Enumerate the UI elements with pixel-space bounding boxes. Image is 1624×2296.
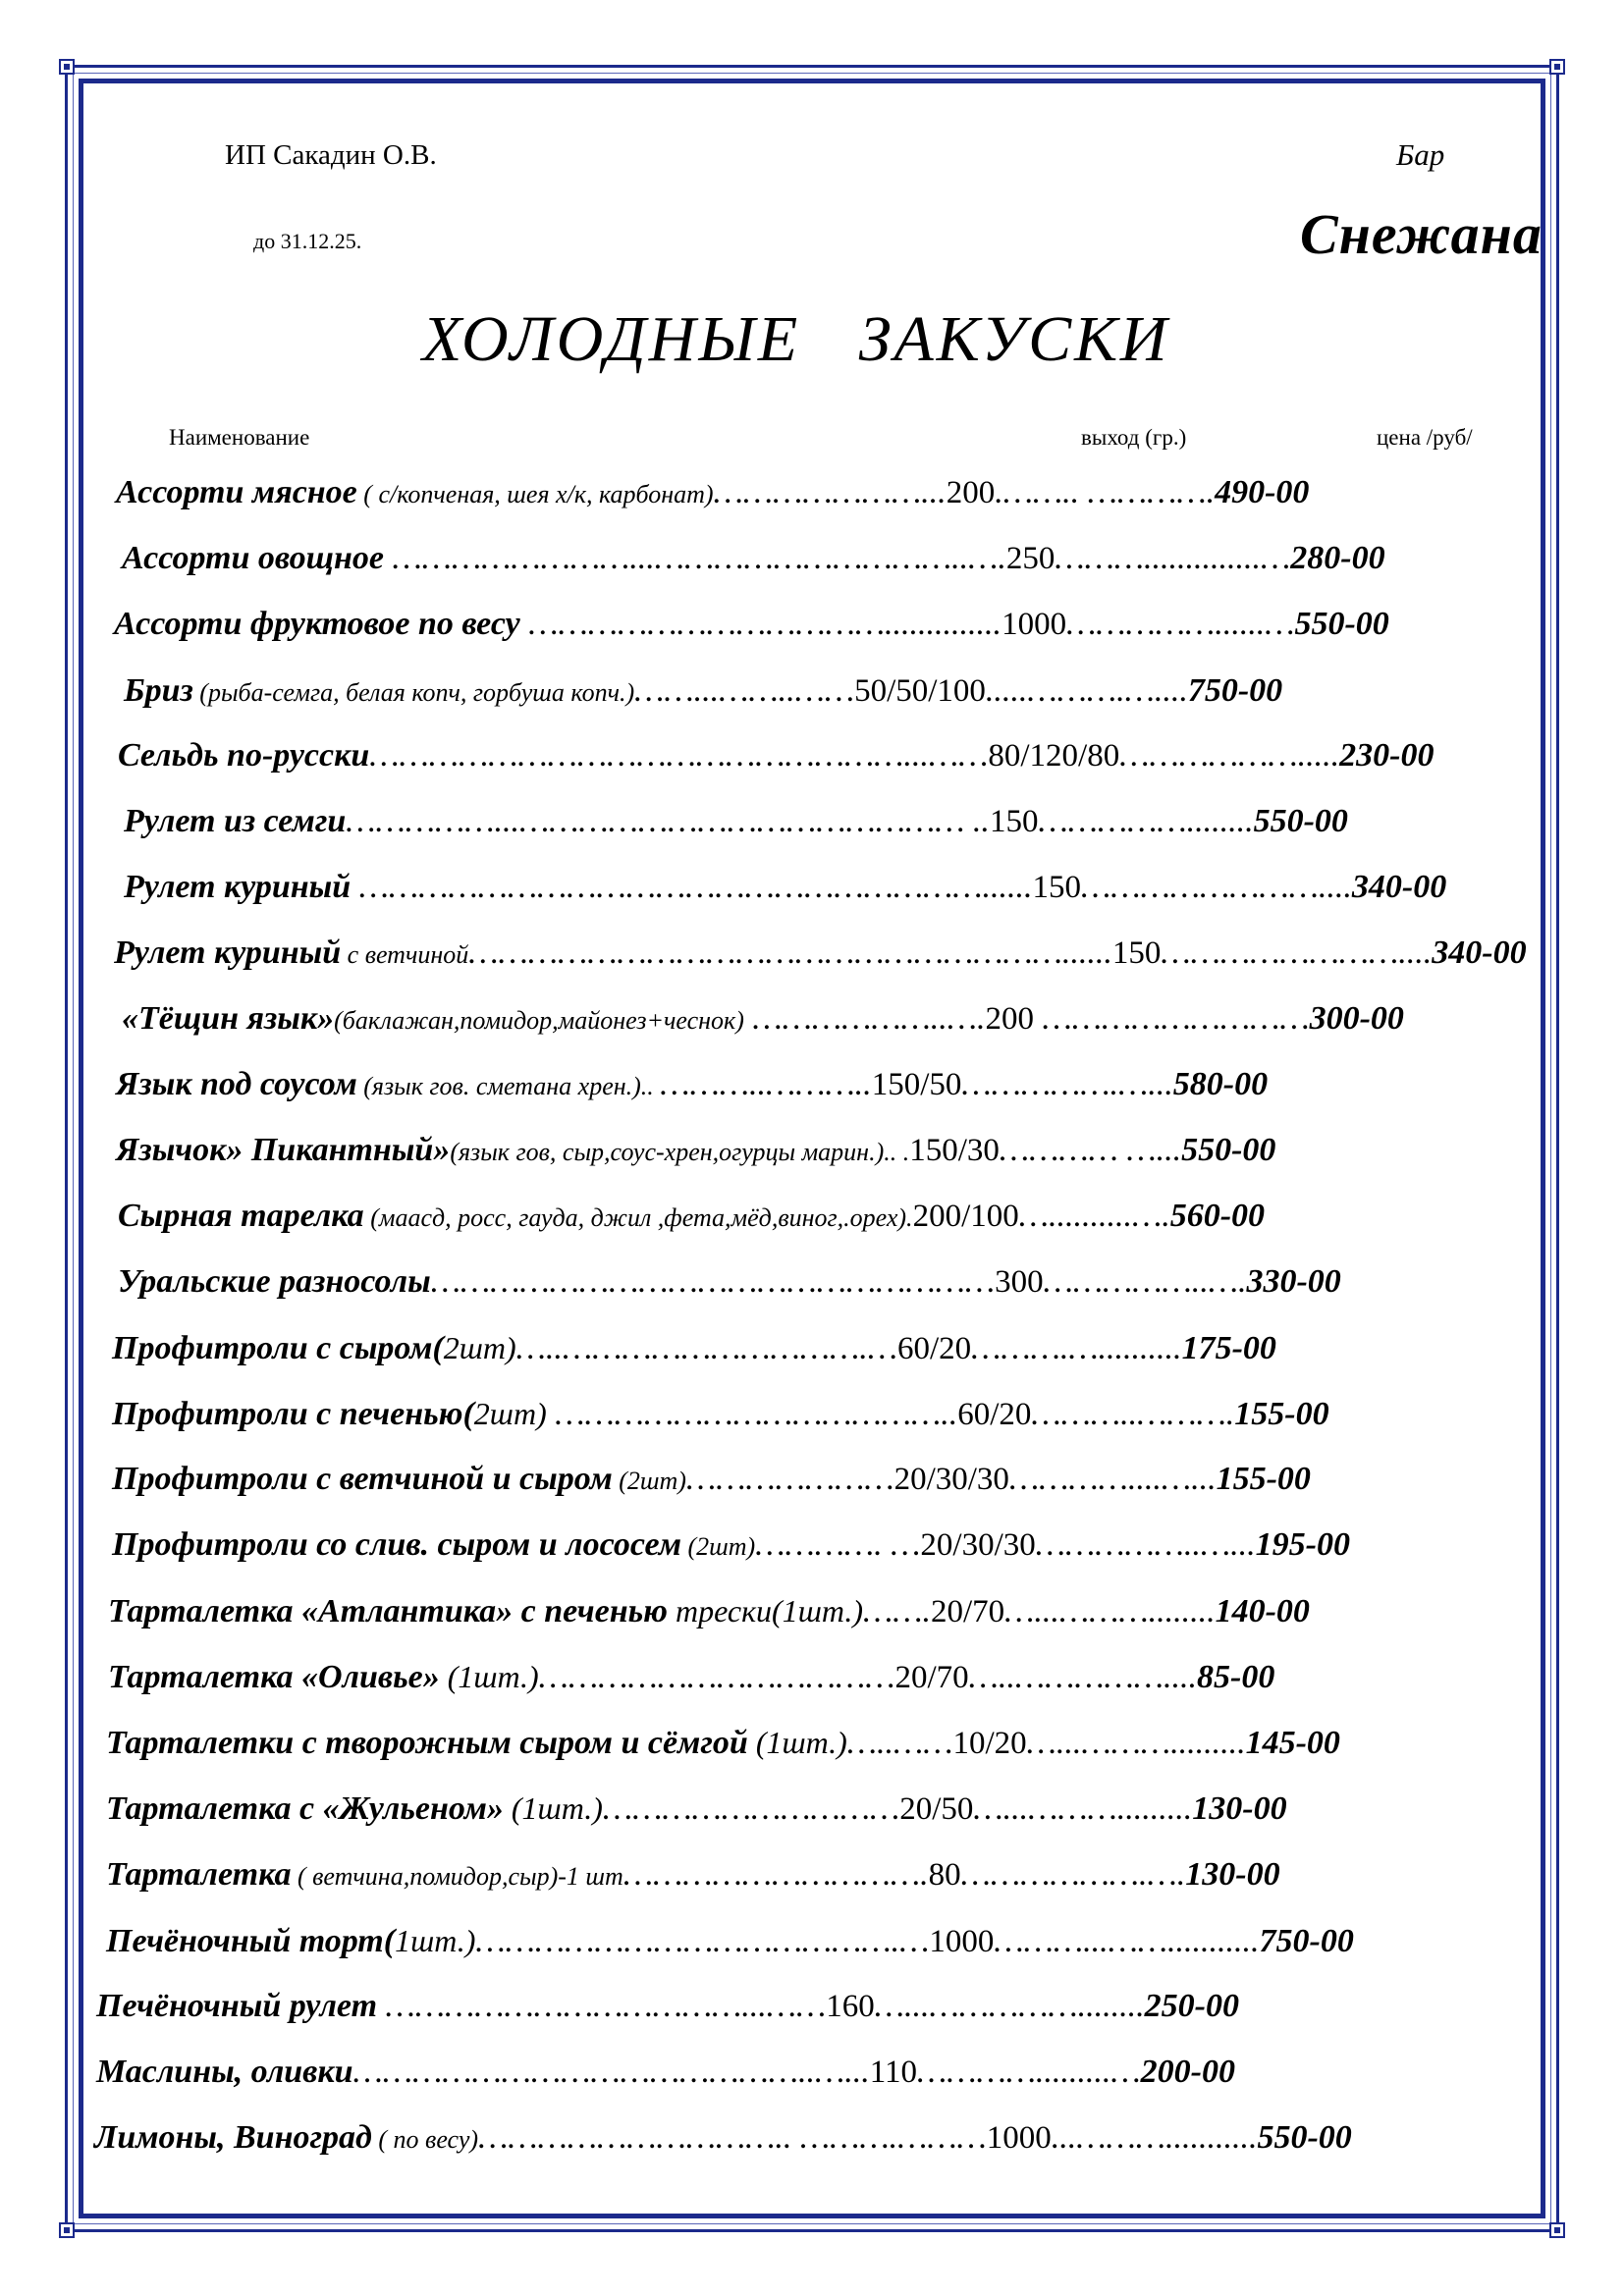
menu-item-name: Профитроли с печенью( [112, 1396, 474, 1432]
menu-item-output: 80 [928, 1857, 961, 1893]
menu-item-name: Тарталетка «Оливье» [108, 1659, 440, 1695]
menu-item-output: 300 [995, 1264, 1044, 1300]
menu-item [112, 1525, 1350, 1567]
menu-item [124, 868, 1446, 909]
menu-item-leader-dots: ………...……........... [994, 1923, 1260, 1959]
menu-item-leader-dots: …………………………. [623, 1856, 929, 1893]
menu-item-leader-dots: …………………….... [1161, 934, 1433, 971]
menu-item-leader-dots: ……………………...…………………………..…. [383, 540, 1006, 576]
menu-item [122, 999, 1404, 1041]
menu-item-output: 20/70 [894, 1660, 969, 1695]
menu-item-description: 1шт.) [395, 1923, 476, 1958]
menu-item-leader-dots: ...………........... [1051, 2119, 1258, 2156]
menu-item-output: 150 [989, 804, 1039, 839]
menu-item-price: 250-00 [1144, 1988, 1239, 2024]
menu-item-price: 550-00 [1257, 2119, 1352, 2156]
menu-item [96, 2053, 1235, 2094]
menu-item-name: Тарталетка «Атлантика» с печенью [108, 1593, 668, 1629]
menu-item-description: (2шт) [681, 1532, 756, 1561]
menu-item-price: 175-00 [1181, 1330, 1276, 1366]
menu-item-output: 200/100 [912, 1199, 1019, 1234]
menu-item-leader-dots: …………….…... [961, 1066, 1173, 1102]
menu-item-price: 550-00 [1253, 803, 1348, 839]
menu-item-price: 490-00 [1215, 474, 1310, 510]
menu-item [124, 802, 1348, 843]
menu-item-leader-dots: .....……….….... [985, 672, 1188, 709]
menu-item [116, 1065, 1268, 1106]
frame-corner-ornament [59, 59, 75, 75]
menu-item-leader-dots: ………………………………...…… [377, 1988, 827, 2024]
menu-item-leader-dots: …..…… [846, 1725, 953, 1761]
menu-item-leader-dots: ………..............… [1055, 540, 1291, 576]
menu-item-price: 750-00 [1259, 1923, 1354, 1959]
menu-item-leader-dots: ………….........… [917, 2054, 1141, 2090]
menu-item-leader-dots: ………………………….. ……….……… [478, 2119, 987, 2156]
menu-item-output: 1000 [1001, 607, 1067, 642]
menu-section-title: ХОЛОДНЫЕ ЗАКУСКИ [422, 303, 1170, 375]
menu-item-leader-dots: …………………….... [1081, 869, 1352, 905]
menu-item [96, 1987, 1239, 2028]
menu-item-name: Рулет куриный [114, 934, 342, 971]
menu-item-leader-dots: ………… …... [999, 1132, 1182, 1168]
menu-item-output: 50/50/100 [854, 673, 986, 709]
menu-item-name: Рулет из семги [124, 803, 347, 839]
frame-corner-ornament [1549, 2222, 1565, 2238]
menu-item-name: Сельдь по-русски [118, 737, 370, 774]
menu-item [112, 1394, 1329, 1434]
menu-item-name: Сырная тарелка [118, 1198, 364, 1234]
menu-item-price: 155-00 [1234, 1396, 1329, 1432]
menu-item-output: 20/30/30 [893, 1462, 1009, 1497]
valid-until-date: до 31.12.25. [253, 229, 362, 253]
menu-item-price: 340-00 [1432, 934, 1527, 971]
menu-item [122, 539, 1385, 580]
menu-item-price: 230-00 [1339, 737, 1435, 774]
menu-item-description: 2шт) [473, 1396, 547, 1431]
menu-item [116, 473, 1309, 514]
menu-item-leader-dots: ……….….......... [971, 1330, 1182, 1366]
menu-item-name: Лимоны, Виноград [94, 2119, 372, 2156]
menu-item-description: с ветчиной [341, 940, 469, 969]
bar-label: Бар [1396, 137, 1445, 172]
frame-corner-ornament [1549, 59, 1565, 75]
menu-item-name: Маслины, оливки [96, 2054, 353, 2090]
menu-item-leader-dots: ………..……….. [660, 1066, 872, 1102]
owner-name: ИП Сакадин О.В. [225, 139, 437, 171]
menu-item-leader-dots: ……………………………… [538, 1659, 895, 1695]
menu-item-price: 280-00 [1290, 540, 1385, 576]
menu-item [106, 1921, 1354, 1961]
menu-item-description: (1шт.) [503, 1790, 603, 1826]
menu-item [114, 934, 1527, 975]
frame-corner-ornament [59, 2222, 75, 2238]
bar-name: Снежана [1300, 202, 1543, 266]
menu-item [112, 1460, 1311, 1501]
menu-item [106, 1723, 1340, 1763]
menu-item [116, 1131, 1275, 1172]
menu-item [118, 1262, 1341, 1304]
menu-item [124, 671, 1282, 713]
menu-item-output: 200 [946, 475, 996, 510]
menu-item-leader-dots: .…….. …………. [995, 474, 1216, 510]
menu-item [106, 1855, 1280, 1896]
menu-item-name: Язык под соусом [116, 1066, 357, 1102]
menu-item [114, 605, 1389, 646]
menu-item-leader-dots: ……………………… [1034, 1000, 1310, 1037]
menu-item-leader-dots: ……………….…. [960, 1856, 1186, 1893]
menu-item-leader-dots: …………………………………….… [475, 1923, 930, 1959]
menu-item-price: 580-00 [1172, 1066, 1269, 1102]
menu-item-name: Рулет куриный [124, 869, 352, 905]
menu-item-name: Ассорти фруктовое по весу [114, 606, 520, 642]
menu-item-leader-dots: …...……………........ [874, 1988, 1145, 2024]
menu-item-leader-dots: ………………..... [1119, 737, 1340, 774]
menu-item-leader-dots: …………. … [755, 1526, 921, 1563]
menu-item-leader-dots: …………....…... [1008, 1461, 1217, 1497]
menu-item-output: 20/30/30 [920, 1527, 1036, 1563]
menu-item-leader-dots: ………………………………………..…... [352, 2054, 870, 2090]
menu-item-output: 150/30 [909, 1133, 1000, 1168]
menu-item-leader-dots: ……...……..…… [634, 672, 855, 709]
menu-item-leader-dots: ………………………………….. [546, 1396, 958, 1432]
menu-item [112, 1328, 1276, 1368]
menu-item-leader-dots: ………………..…. [743, 1000, 986, 1037]
menu-item-name: Ассорти овощное [122, 540, 384, 576]
menu-item-leader-dots: ……………..…. [1043, 1263, 1247, 1300]
menu-item-name: Профитроли с ветчиной и сыром [112, 1461, 613, 1497]
menu-item-leader-dots: ……………………………………………………...... [468, 934, 1112, 971]
menu-item-output: 20/70 [930, 1594, 1005, 1629]
menu-item-leader-dots: ……. [863, 1593, 931, 1629]
menu-item-leader-dots: ………………… [685, 1461, 894, 1497]
menu-item-name: Профитроли с сыром( [112, 1330, 444, 1366]
menu-item [94, 2118, 1352, 2160]
menu-item-name: Уральские разносолы [118, 1263, 431, 1300]
menu-item-description: (2шт) [612, 1467, 686, 1495]
column-header-price: цена /руб/ [1377, 425, 1473, 450]
menu-item-name: Тарталетки с творожным сыром и сёмгой [106, 1725, 748, 1761]
menu-item [106, 1789, 1287, 1829]
menu-item-output: 150 [1111, 935, 1162, 971]
menu-item-leader-dots: ……………........ [1038, 803, 1254, 839]
menu-item-leader-dots: ………………………………………………… [430, 1263, 996, 1300]
menu-item-leader-dots: …..………………………….… [515, 1330, 897, 1366]
menu-item [108, 1591, 1310, 1631]
menu-item-leader-dots: …..…………….... [968, 1659, 1198, 1695]
menu-item-name: Бриз [124, 672, 193, 709]
menu-item-output: 250 [1005, 541, 1056, 576]
menu-item-description: ( по весу) [371, 2125, 479, 2154]
menu-item-price: 330-00 [1246, 1263, 1341, 1300]
menu-item-leader-dots: …...………......... [973, 1790, 1193, 1827]
menu-item-output: 150/50 [871, 1067, 962, 1102]
menu-item-description: (1шт.) [439, 1659, 539, 1694]
menu-item-leader-dots: ………………………………………………………...... [351, 869, 1033, 905]
menu-item-price: 200-00 [1140, 2054, 1235, 2090]
menu-item-output: 80/120/80 [988, 738, 1120, 774]
column-header-output: выход (гр.) [1081, 425, 1187, 450]
menu-item-description: (баклажан,помидор,майонез+чеснок) [334, 1006, 744, 1035]
menu-item-leader-dots: …...………......... [1026, 1725, 1246, 1761]
menu-item-price: 145-00 [1245, 1725, 1340, 1761]
menu-item-leader-dots: ……………...……………………………………… .. [346, 803, 990, 839]
menu-item-output: 160 [826, 1989, 875, 2024]
menu-item-price: 155-00 [1216, 1461, 1311, 1497]
menu-item-leader-dots: ………………………… [602, 1790, 900, 1827]
menu-item-description: 2шт) [443, 1330, 516, 1365]
menu-item-description: (1шт.) [747, 1725, 847, 1760]
menu-item-description: (язык гов, сыр,соус-хрен,огурцы марин.).. . [450, 1138, 910, 1166]
menu-item-leader-dots: ……………..…... [1035, 1526, 1256, 1563]
menu-item-price: 300-00 [1309, 1000, 1404, 1037]
menu-item-price: 130-00 [1185, 1856, 1280, 1893]
menu-item [118, 1197, 1265, 1238]
menu-item-output: 150 [1032, 870, 1082, 905]
menu-item-output: 60/20 [957, 1397, 1032, 1432]
menu-item-leader-dots: ………..………. [1031, 1396, 1235, 1432]
menu-item-price: 550-00 [1181, 1132, 1276, 1168]
menu-item-name: «Тёщин язык» [122, 1000, 335, 1037]
menu-item-name: Ассорти мясное [116, 474, 357, 510]
menu-item-name: Язычок» Пикантный» [116, 1132, 451, 1168]
menu-item-output: 1000 [929, 1924, 995, 1959]
menu-item-output: 20/50 [899, 1791, 974, 1827]
menu-item-leader-dots: ………………………………………………...…… [369, 737, 989, 774]
menu-item-description: (рыба-семга, белая копч, горбуша копч.) [192, 678, 635, 707]
menu-item-output: 10/20 [952, 1726, 1027, 1761]
menu-item [118, 736, 1434, 777]
menu-item-price: 340-00 [1351, 869, 1447, 905]
menu-item-description: ( ветчина,помидор,сыр)-1 шт [291, 1862, 623, 1891]
menu-item-price: 750-00 [1187, 672, 1283, 709]
menu-item-price: 560-00 [1169, 1198, 1266, 1234]
menu-item-name: Печёночный торт( [106, 1923, 396, 1959]
column-header-name: Наименование [169, 425, 310, 450]
menu-item-output: 60/20 [896, 1331, 972, 1366]
menu-item [108, 1657, 1274, 1697]
menu-item-output: 110 [869, 2055, 917, 2090]
menu-item-price: 130-00 [1192, 1790, 1287, 1827]
menu-item-output: 200 [985, 1001, 1035, 1037]
menu-item-leader-dots: ……………………………….............. [519, 606, 1002, 642]
menu-item-leader-dots: …...………........ [1004, 1593, 1216, 1629]
menu-item-name: Тарталетка с «Жульеном» [106, 1790, 504, 1827]
menu-item-name: Тарталетка [106, 1856, 292, 1893]
menu-item-description: (маасд, росс, гауда, джил ,фета,мёд,виног,.орех). [363, 1203, 913, 1232]
menu-item-price: 85-00 [1197, 1659, 1275, 1695]
menu-item-name: Профитроли со слив. сыром и лососем [112, 1526, 681, 1563]
menu-item-description: ( с/копченая, шея х/к, карбонат) [356, 480, 714, 508]
menu-item-price: 550-00 [1294, 606, 1389, 642]
menu-item-output: 1000 [986, 2120, 1052, 2156]
menu-item-description: трески(1шт.) [667, 1593, 863, 1629]
menu-item-leader-dots: …………………... [713, 474, 947, 510]
menu-item-leader-dots: ……………......… [1066, 606, 1295, 642]
menu-item-name: Печёночный рулет [96, 1988, 378, 2024]
menu-item-price: 140-00 [1215, 1593, 1310, 1629]
menu-item-leader-dots: …..........…. [1018, 1198, 1170, 1234]
menu-item-price: 195-00 [1255, 1526, 1350, 1563]
menu-item-description: (язык гов. сметана хрен.).. [356, 1072, 661, 1100]
